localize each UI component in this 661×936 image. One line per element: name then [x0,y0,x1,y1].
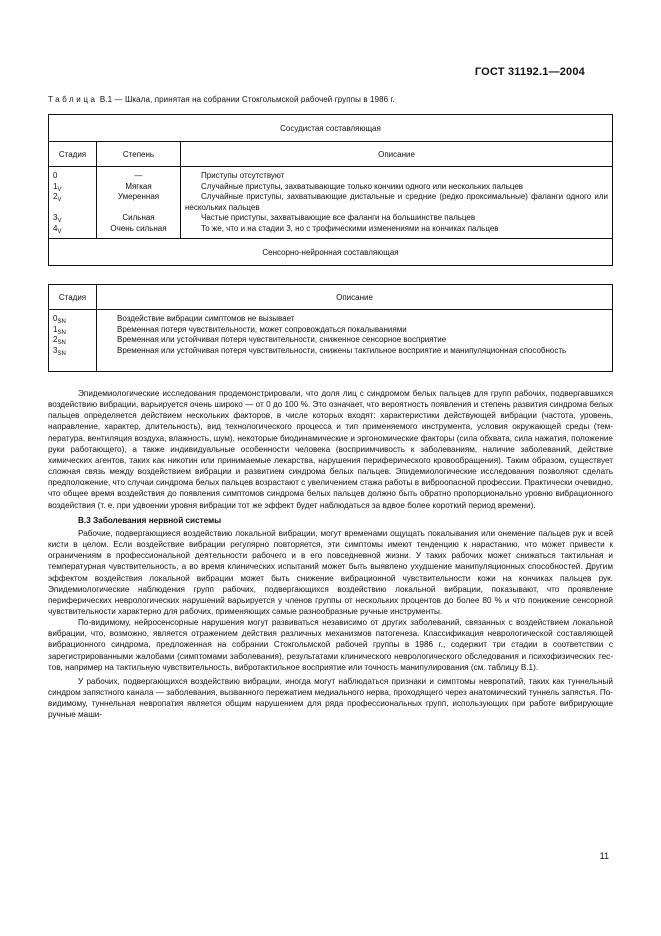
sensorineural-table [48,284,613,372]
sensorineural-stage-cell [49,310,97,372]
body-text [48,388,613,721]
sensorineural-header-stage: Стадия [49,285,97,310]
vascular-degree: Мягкая [125,181,152,191]
vascular-stage-cell [49,167,97,239]
vascular-desc: Случайные приступы, захватывающие только кончики одного или нескольких пальцев [201,181,524,191]
vascular-stage: $1_V$ [53,181,62,193]
vascular-desc: Случайные приступы, захватывающие дистальные и средние (редко проксимальные) фаланги одного или нескольких пальцев [185,192,608,212]
caption-text: — Шкала, принятая на собрании Стокгольмской рабочей группы в 1986 г. [114,95,395,104]
sensorineural-desc: Временная или устойчивая потеря чувствительности, снижены тактильное восприятие и манипуляционная способность [117,345,567,355]
sensorineural-desc: Временная или устойчивая потеря чувствительности, сниженное сенсорное восприятие [117,335,447,344]
section-heading: В.3 Заболевания нервной системы [78,515,222,525]
sensorineural-body [49,310,613,372]
paragraph: Эпидемиологические исследования продемонстрировали, что доля лиц с синдромом белых пальцев для групп рабочих, подвергавшихся воздействию вибрации, варьируется очень широко — от 0 до 100 %. Это означает, что вероятность появления и степень развития синдрома белых пальцев определяется действием нескольких факторов, в числе которых входят: характеристики действующей вибрации (частота, уровень, направление, характер, длительность), вид технологического процесса и тип применяемого инструмента, условия окружающей среды (температура, вентиляция воздуха, влажность, шум), некоторые биодинамические и эргономические факторы (сила обхвата, сила нажатия, положение руки работающего), а также индивидуальные особенности человека (восприимчивость к заболеваниям, наличие заболеваний, действие химических агентов, таких как никотин или принимаемые лекарства, нарушения периферического кровообращения). Таким образом, существует сложная связь между воздействием вибрации и развитием синдрома белых пальцев. Эпидемиологические исследования позволяют сделать предположение, что случаи синдрома белых пальцев возрастают с увеличением стажа работы в виброопасной профессии. Практически очевидно, что общее время воздействия до появления симптомов синдрома белых пальцев должно быть обратно пропорционально уровню вибрационного воздействия (т. е. при удвоении уровня вибрации тот же эффект будет наблюдаться за вдвое более короткий период времени). [48,389,613,510]
paragraph: У рабочих, подвергающихся воздействию вибрации, иногда могут наблюдаться признаки и симптомы невропатий, таких как туннельный синдром запястного канала — заболевания, вызванного пережатием медиального нерва, проходящего через анатомический туннель запястья. По-видимому, туннельная невропатия является общим нарушением для ряда профессиональных групп, использующих при работе вибрирующие ручные маши- [48,676,613,720]
sensorineural-description-cell [97,310,613,372]
vascular-stage: 0 [53,171,58,180]
vascular-section-title: Сосудистая составляющая [49,115,613,142]
sensorineural-stage: $3_{SN}$ [53,345,66,357]
page-number: 11 [599,851,609,861]
vascular-header-description: Описание [181,142,613,167]
table-caption [48,95,395,104]
vascular-body [49,167,613,239]
sensorineural-desc: Временная потеря чувствительности, может сопровождаться покалываниями [117,324,407,334]
vascular-degree: Очень сильная [110,223,167,233]
vascular-description-cell [181,167,613,239]
vascular-desc: То же, что и на стадии 3, но с трофическими изменениями на кончиках пальцев [201,223,499,233]
sensorineural-header-description: Описание [97,285,613,310]
vascular-header-degree: Степень [97,142,181,167]
vascular-desc: Приступы отсутствуют [201,171,285,180]
paragraph: По-видимому, нейросенсорные нарушения могут развиваться независимо от других заболеваний, связанных с воздействием локальной вибрации, что, возможно, является отражением действия различных механизмов патогенеза. Классификация неврологической составляющей вибрационного синдрома, предложенная на собрании Стокгольмской рабочей группы в 1986 г., содержит три стадии в соответствии с зарегистрированными жалобами (симптомами заболевания), результатами клинического неврологического обследования и психофизических тестов, например на тактильную чувствительность, вибротактильное восприятие или точность манипулирования (см. таблицу В.1). [48,618,613,672]
vascular-desc: Частые приступы, захватывающие все фаланги на большинстве пальцев [201,213,476,222]
vascular-table [48,114,613,266]
sensorineural-desc: Воздействие вибрации симптомов не вызывает [117,314,295,323]
standard-code: ГОСТ 31192.1—2004 [474,66,585,78]
vascular-stage: $4_V$ [53,223,62,235]
vascular-degree-cell [97,167,181,239]
sensorineural-stage: $1_{SN}$ [53,324,66,336]
vascular-stage: $2_V$ [53,192,62,203]
paragraph: Рабочие, подвергающиеся воздействию локальной вибрации, могут временами ощущать покалывания или онемение пальцев рук и всей кисти в целом. Если воздействие вибрации регулярно повторяется, эти симптомы имеют тенденцию к нарастанию, что может привести к ограничениям в профессиональной деятельности рабочего и в его повседневной жизни. У таких рабочих может снижаться тактильная и температурная чувствительность, а во время клинических испытаний может быть выявлено ухудшение манипуляционных способностей. Другим эффектом воздействия локальной вибрации может быть снижение вибрационной чувствительности кожи на кончиках пальцев рук. Эпидемиологические наблюдения групп рабочих, подвергающихся воздействию локальной вибрации, показывают, что проявление периферических неврологических нарушений варьируется у членов группы от нескольких процентов до более 80 % и что понижение сенсорной чувствительности характерно для рабочих, применяющих самые разнообразные ручные инструменты. [48,528,613,616]
vascular-degree: — [134,171,143,180]
vascular-header-stage: Стадия [49,142,97,167]
sensorineural-stage: $0_{SN}$ [53,314,66,325]
vascular-degree: Сильная [122,213,155,222]
sensorineural-stage: $2_{SN}$ [53,335,66,346]
vascular-stage: $3_V$ [53,213,62,224]
vascular-degree: Умеренная [117,192,160,201]
sensorineural-section-title: Сенсорно-нейронная составляющая [49,239,613,266]
caption-number: B.1 [99,95,113,104]
caption-label: Таблица [48,95,98,104]
